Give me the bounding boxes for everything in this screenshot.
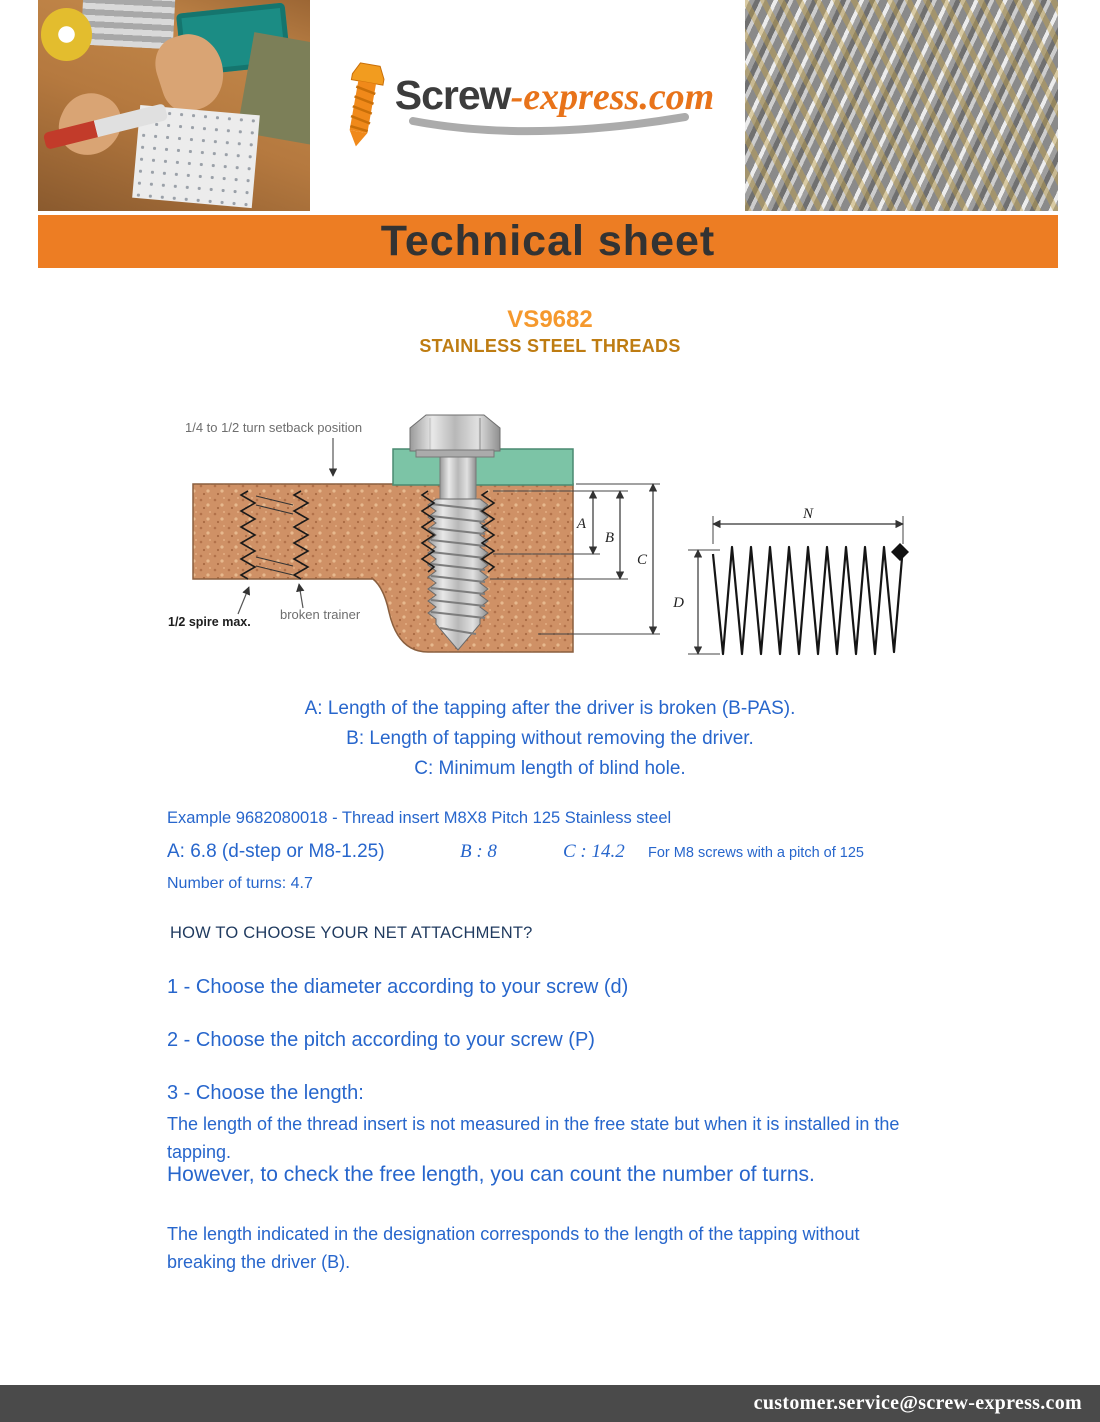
product-code: VS9682 — [507, 306, 593, 333]
example-value-c: C : 14.2 — [563, 841, 625, 862]
legend-line-b: B: Length of tapping without removing the driver. — [346, 728, 754, 749]
howto-heading: HOW TO CHOOSE YOUR NET ATTACHMENT? — [170, 924, 533, 942]
logo-text-express: -express.com — [510, 76, 715, 118]
example-note: For M8 screws with a pitch of 125 — [648, 845, 864, 861]
howto-paragraph-2: However, to check the free length, you can count the number of turns. — [167, 1163, 815, 1186]
product-subtitle: STAINLESS STEEL THREADS — [419, 336, 681, 356]
technical-diagram — [128, 412, 968, 684]
dimension-label-b: B — [604, 530, 614, 546]
dimension-legend — [0, 694, 1100, 784]
bolt-washer — [416, 450, 494, 457]
banner-title: Technical sheet — [380, 217, 716, 265]
bolt-shank — [440, 457, 476, 500]
example-title: Example 9682080018 - Thread insert M8X8 Pitch 125 Stainless steel — [167, 809, 672, 827]
thread-insert-coil-drawing — [672, 506, 909, 654]
dimension-label-c: C — [636, 552, 647, 568]
spire-arrow — [238, 587, 249, 614]
logo-text — [395, 72, 715, 119]
coil-tang — [891, 543, 909, 561]
photo-shape-tape-measure — [41, 8, 93, 61]
howto-paragraph-3: The length indicated in the designation corresponds to the length of the tapping without breaking the driver (B). — [167, 1224, 860, 1272]
bolt-head — [410, 415, 500, 451]
setback-annotation: 1/4 to 1/2 turn setback position — [185, 420, 363, 435]
workbench-photo — [38, 0, 310, 211]
footer-bar — [0, 1385, 1100, 1422]
dimension-label-n: N — [802, 506, 814, 522]
logo-swoosh-icon — [409, 113, 689, 139]
banner — [38, 215, 1058, 268]
example-values — [167, 841, 987, 863]
broken-trainer-arrow — [299, 584, 303, 608]
example-turns: Number of turns: 4.7 — [167, 875, 313, 892]
broken-trainer-annotation: broken trainer — [280, 607, 361, 622]
screws-photo — [745, 0, 1058, 211]
howto-step-1: 1 - Choose the diameter according to your screw (d) — [167, 976, 629, 998]
example-value-b: B : 8 — [460, 841, 497, 862]
howto-step-3: 3 - Choose the length: — [167, 1082, 364, 1104]
howto-paragraph-1: The length of the thread insert is not measured in the free state but when it is installed in the tapping. — [167, 1114, 900, 1162]
howto-step-2: 2 - Choose the pitch according to your screw (P) — [167, 1029, 595, 1051]
spire-annotation: 1/2 spire max. — [168, 615, 251, 629]
photo-shape-parts-box — [80, 0, 175, 49]
diagram-container — [128, 412, 968, 684]
contact-email: customer.service@screw-express.com — [753, 1392, 1082, 1414]
dimension-label-a: A — [576, 516, 586, 532]
example-block — [167, 809, 987, 893]
screw-icon — [341, 62, 385, 150]
example-value-a: A: 6.8 (d-step or M8-1.25) — [167, 841, 385, 862]
logo-text-screw: Screw — [394, 72, 511, 118]
dimension-label-d: D — [673, 595, 684, 611]
legend-line-c: C: Minimum length of blind hole. — [414, 758, 686, 779]
legend-line-a: A: Length of the tapping after the driver is broken (B-PAS). — [304, 698, 796, 719]
logo — [310, 0, 745, 211]
